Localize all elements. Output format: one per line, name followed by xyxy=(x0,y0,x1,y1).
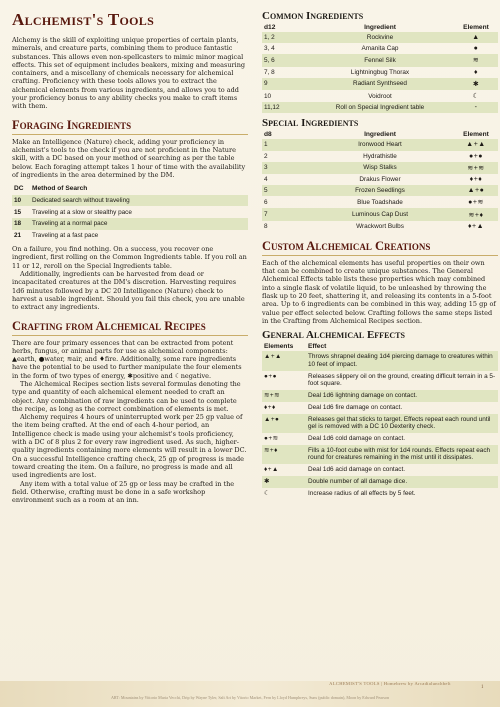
crafting-heading: Crafting from Alchemical Recipes xyxy=(12,319,248,336)
table-row: 11,12 Roll on Special Ingredient table - xyxy=(262,102,498,113)
element-icon: - xyxy=(454,102,498,113)
element-icon: ☾ xyxy=(472,93,480,101)
foraging-paragraph: Make an Intelligence (Nature) check, adding your proficiency in alchemist's tools to the check if you are not proficient in the Nature skill, with a DC based on your method of searching as per the table below. Each foraging attempt takes 1 hour of time with the availability of ingredients in the area determined by the DM. xyxy=(12,137,246,179)
table-row: ●+● Releases slippery oil on the ground, creating difficult terrain in a 5-foot square. xyxy=(262,371,498,390)
right-column xyxy=(262,10,498,499)
table-row: ≋+≋ Deal 1d6 lightning damage on contact. xyxy=(262,390,498,402)
table-row: ≋+♦ Fills a 10-foot cube with mist for 1d4 rounds. Effects repeat each round for creatures remaining in the mist until it dissipates. xyxy=(262,445,498,464)
table-row: 1 Ironwood Heart ▲+▲ xyxy=(262,139,498,150)
crafting-paragraph-3: Alchemy requires 4 hours of uninterrupted work per 25 gp value of the item being crafted. At the end of each 4-hour period, an Intelligence check is made using your alchemist's tools proficiency, with a DC of 8 plus 2 for every raw ingredient used. As such, higher-quality ingredients containing more elements will result in a lower DC. On a successful Intelligence crafting check, 25 gp of progress is made toward creating the item. On a failure, no progress is made and all used ingredients are lost. xyxy=(12,413,247,480)
crafting-paragraph-4: Any item with a total value of 25 gp or less may be crafted in the field. Otherwise, crafting must be done in a safe workshop environment such as a room at an inn. xyxy=(12,479,235,505)
table-row: 5, 6 Fennel Silk ≋ xyxy=(262,54,498,66)
table-row: 9 Radiant Synthseed ✱ xyxy=(262,78,498,90)
element-icon: ♦ xyxy=(473,68,479,76)
special-ingredients-table: d8 Ingredient Element 1 Ironwood Heart ▲+▲ 2 Hydrathistle ●+● 3 Wisp Stalks ≋+≋ 4 Drakus Flower ♦+♦ 5 Frozen Seedlings ▲+● 6 Blue Toadshade ●+≋ 7 Luminous Cap Dust ≋+♦ 8 Wrackwort Bulbs ♦+▲ xyxy=(262,130,498,232)
table-row: ▲+▲ Throws shrapnel dealing 1d4 piercing damage to creatures within 10 feet of impact. xyxy=(262,351,498,370)
element-icon: ●+● xyxy=(468,152,484,160)
element-icon: ▲+● xyxy=(262,414,306,433)
foraging-heading: Foraging Ingredients xyxy=(12,118,248,135)
foraging-failure-paragraph: On a failure, you find nothing. On a success, you recover one ingredient, first rolling on the Common Ingredients table. If you roll an 11 or 12, reroll on the Special Ingredients table. xyxy=(12,245,247,270)
table-row: ●+≋ Deal 1d6 cold damage on contact. xyxy=(262,433,498,445)
foraging-table xyxy=(12,183,248,241)
table-row: 21 Traveling at a fast pace xyxy=(14,231,99,239)
crafting-paragraph-1: There are four primary essences that can be extracted from potent herbs, fungus, or animal parts for use as alchemical components: ▲earth, ●water, ≋air, and ♦fire. Additionally, some rare ingredients have the potential to be used to further manipulate the four elements in the form of two types of energy, ✱positive and ☾negative. xyxy=(12,338,242,380)
footer-title: ALCHEMIST'S TOOLS | Homebrew by Arcadialunchbelt xyxy=(329,681,451,686)
element-icon: ●+≋ xyxy=(264,434,279,442)
crafting-paragraph-2: The Alchemical Recipes section lists several formulas denoting the type and quantity of each alchemical element needed to craft an object. Any combination of raw ingredients can be used to complete the recipe, as long as the correct combination of elements is met. xyxy=(12,379,241,413)
element-icon: ✱ xyxy=(262,476,306,488)
table-row: 7 Luminous Cap Dust ≋+♦ xyxy=(262,208,498,220)
element-icon: ♦+♦ xyxy=(469,175,483,183)
element-icon: ♦+▲ xyxy=(467,222,485,230)
element-icon: ≋+♦ xyxy=(262,445,306,464)
element-icon: ● xyxy=(473,45,479,53)
foraging-harvest-paragraph: Additionally, ingredients can be harvested from dead or incapacitated creatures at the DM's discretion. Harvesting requires 1d6 minutes followed by a DC 20 Intelligence (Nature) check to harvest a usable ingredient. Should you fail this check, you are unable to extract any ingredients. xyxy=(12,270,245,312)
table-row: ♦+♦ Deal 1d6 fire damage on contact. xyxy=(262,402,498,414)
table-row: 6 Blue Toadshade ●+≋ xyxy=(262,196,498,208)
element-icon: ●+● xyxy=(264,372,277,380)
element-icon: ≋+♦ xyxy=(454,208,498,220)
page-title: Alchemist's Tools xyxy=(12,10,155,29)
left-column xyxy=(12,10,248,504)
element-icon: ☾ xyxy=(264,489,271,497)
table-row: 5 Frozen Seedlings ▲+● xyxy=(262,185,498,196)
table-row: 15 Traveling at a slow or stealthy pace xyxy=(14,208,132,216)
element-icon: ▲+● xyxy=(454,185,498,196)
element-icon: ▲ xyxy=(454,32,498,43)
common-ingredients-heading: Common Ingredients xyxy=(262,10,364,22)
table-row: 1, 2 Rockvine ▲ xyxy=(262,32,498,43)
table-row: ☾ Increase radius of all effects by 5 feet. xyxy=(262,488,498,500)
dc-header: DC xyxy=(14,185,24,193)
table-row: 2 Hydrathistle ●+● xyxy=(262,151,498,162)
table-row: 7, 8 Lightningbug Thorax ♦ xyxy=(262,67,498,78)
method-header: Method of Search xyxy=(32,185,88,193)
element-icon: ≋ xyxy=(454,54,498,66)
table-row: ✱ Double number of all damage dice. xyxy=(262,476,498,488)
table-row: 3, 4 Amanita Cap ● xyxy=(262,43,498,54)
table-row: ▲+● Releases gel that sticks to target. Effects repeat each round until gel is removed with a DC 10 Dexterity check. xyxy=(262,414,498,433)
special-ingredients-heading: Special Ingredients xyxy=(262,117,359,130)
common-ingredients-table: d12 Ingredient Element 1, 2 Rockvine ▲ 3, 4 Amanita Cap ● 5, 6 Fennel Silk ≋ 7, 8 Lightningbug Thorax ♦ 9 Radiant Synthseed ✱ 10 Voidroot ☾ 11,12 Roll on Special Ingredient table - xyxy=(262,23,498,113)
element-icon: ●+≋ xyxy=(468,199,484,207)
element-icon: ▲+▲ xyxy=(262,351,306,370)
art-credit: ART: Mountains by Vittorio Maria Vecchi, Drip by Wayne Tyler, Salt Art by Vitorio Market, Fern by Lloyd Humphreys, Suns (public domain), Moon by Edward Pearson xyxy=(110,695,390,700)
element-icon: ▲+▲ xyxy=(454,139,498,150)
general-effects-table: Elements Effect ▲+▲ Throws shrapnel dealing 1d4 piercing damage to creatures within 10 feet of impact. ●+● Releases slippery oil on the ground, creating difficult terrain in a 5-foot square. ≋+≋ Deal 1d6 lightning damage on contact. ♦+♦ Deal 1d6 fire damage on contact. ▲+● Releases gel that sticks to target. Effects repeat each round until gel is removed with a DC 10 Dexterity check. ●+≋ Deal 1d6 cold damage on contact. ≋+♦ Fills a 10-foot cube with mist for 1d4 rounds. Effects repeat each round for creatures remaining in the mist until it dissipates. ♦+▲ Deal 1d6 acid damage on contact. ✱ Double number of all damage dice. ☾ Increase radius of all effects by 5 feet. xyxy=(262,342,498,499)
element-icon: ≋+≋ xyxy=(262,390,306,402)
custom-creations-heading: Custom Alchemical Creations xyxy=(262,239,498,256)
general-effects-heading: General Alchemical Effects xyxy=(262,329,405,342)
element-icon: ≋+≋ xyxy=(454,162,498,174)
custom-creations-paragraph: Each of the alchemical elements has useful properties on their own that can be combined to create unique substances. The General Alchemical Effects table lists these properties which may combined into a single flask of volatile liquid, to be unleashed by throwing the flask up to 20 feet, shattering it, and releasing its contents in a 5-foot area. Up to 6 ingredients can be combined in this way, adding 15 gp of value per effect selected below. Crafting follows the same steps listed in the Crafting from Alchemical Recipes section. xyxy=(262,258,496,325)
element-icon: ✱ xyxy=(454,78,498,90)
table-row: 10 Dedicated search without traveling xyxy=(12,195,248,207)
table-row: 8 Wrackwort Bulbs ♦+▲ xyxy=(262,221,498,232)
table-row: 10 Voidroot ☾ xyxy=(262,90,498,102)
table-row: 3 Wisp Stalks ≋+≋ xyxy=(262,162,498,174)
table-row: 4 Drakus Flower ♦+♦ xyxy=(262,174,498,185)
table-row: ♦+▲ Deal 1d6 acid damage on contact. xyxy=(262,464,498,476)
table-row: 18 Traveling at a normal pace xyxy=(12,218,248,230)
element-icon: ♦+♦ xyxy=(264,403,276,411)
intro-paragraph: Alchemy is the skill of exploiting unique properties of certain plants, minerals, and creature parts, combining them to produce fantastic substances. This allows even non-spellcasters to mimic minor magical effects. This set of equipment includes beakers, mixing and measuring containers, and a miscellany of chemicals necessary for alchemical crafting. Proficiency with these tools allows you to extract the alchemical elements from various ingredients, and allows you to add your proficiency bonus to any ability checks you make to craft items with them. xyxy=(12,36,246,111)
page-number: 1 xyxy=(481,685,484,690)
element-icon: ♦+▲ xyxy=(264,466,279,474)
